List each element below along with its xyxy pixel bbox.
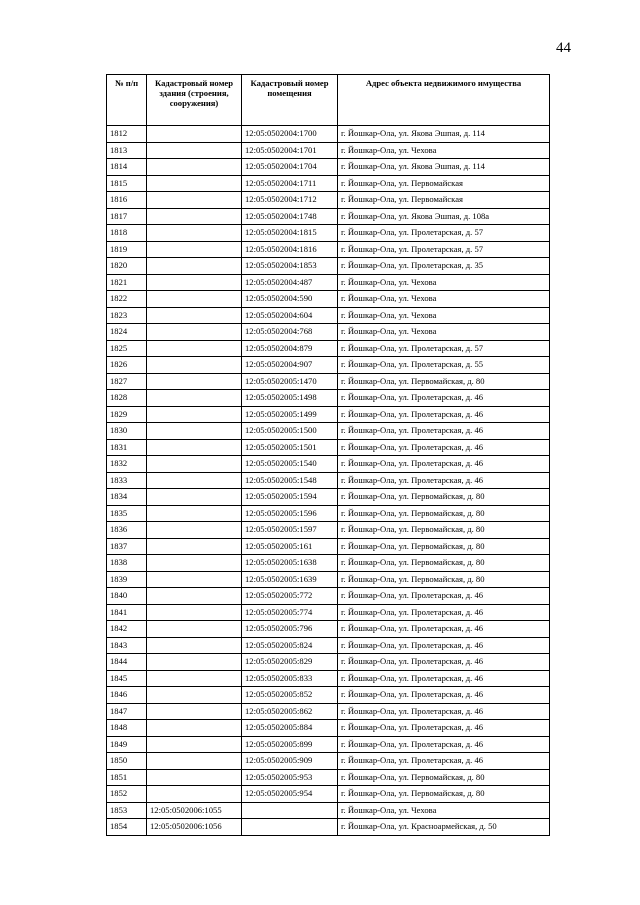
table-row [107,472,550,489]
room-cadastral-cell [242,802,338,819]
address-cell: г. Йошкар-Ола, ул. Первомайская [338,192,550,209]
building-cadastral-cell [147,538,242,555]
room-cadastral-cell: 12:05:0502004:768 [242,324,338,341]
room-cadastral-cell: 12:05:0502005:909 [242,753,338,770]
property-registry-table [106,74,550,836]
room-cadastral-cell: 12:05:0502005:796 [242,621,338,638]
building-cadastral-cell [147,571,242,588]
building-cadastral-cell [147,505,242,522]
building-cadastral-cell [147,654,242,671]
room-cadastral-cell: 12:05:0502005:1501 [242,439,338,456]
table-row [107,588,550,605]
table-row [107,192,550,209]
room-cadastral-cell: 12:05:0502005:772 [242,588,338,605]
building-cadastral-cell [147,720,242,737]
table-row [107,291,550,308]
address-cell: г. Йошкар-Ола, ул. Пролетарская, д. 57 [338,241,550,258]
building-cadastral-cell [147,159,242,176]
building-cadastral-cell [147,786,242,803]
row-number-cell: 1842 [107,621,147,638]
table-row [107,736,550,753]
building-cadastral-cell [147,324,242,341]
room-cadastral-cell: 12:05:0502004:1704 [242,159,338,176]
address-cell: г. Йошкар-Ола, ул. Пролетарская, д. 46 [338,637,550,654]
table-row [107,786,550,803]
room-cadastral-cell: 12:05:0502004:1711 [242,175,338,192]
address-cell: г. Йошкар-Ола, ул. Пролетарская, д. 46 [338,439,550,456]
row-number-cell: 1852 [107,786,147,803]
table-row [107,126,550,143]
room-cadastral-cell: 12:05:0502005:1548 [242,472,338,489]
row-number-cell: 1820 [107,258,147,275]
address-cell: г. Йошкар-Ола, ул. Первомайская, д. 80 [338,571,550,588]
room-cadastral-cell: 12:05:0502004:1700 [242,126,338,143]
table-body [107,126,550,836]
room-cadastral-cell: 12:05:0502004:590 [242,291,338,308]
table-row [107,654,550,671]
table-row [107,687,550,704]
room-cadastral-cell: 12:05:0502004:1816 [242,241,338,258]
building-cadastral-cell [147,456,242,473]
address-cell: г. Йошкар-Ола, ул. Пролетарская, д. 46 [338,423,550,440]
table-row [107,439,550,456]
room-cadastral-cell: 12:05:0502004:907 [242,357,338,374]
building-cadastral-cell [147,307,242,324]
header-room-cadastral-number: Кадастровый номер помещения [242,75,338,126]
building-cadastral-cell [147,423,242,440]
row-number-cell: 1843 [107,637,147,654]
room-cadastral-cell: 12:05:0502005:899 [242,736,338,753]
building-cadastral-cell [147,241,242,258]
address-cell: г. Йошкар-Ола, ул. Чехова [338,324,550,341]
address-cell: г. Йошкар-Ола, ул. Чехова [338,274,550,291]
building-cadastral-cell [147,753,242,770]
room-cadastral-cell: 12:05:0502005:774 [242,604,338,621]
address-cell: г. Йошкар-Ола, ул. Пролетарская, д. 46 [338,588,550,605]
building-cadastral-cell [147,736,242,753]
table-header-row [107,75,550,126]
row-number-cell: 1835 [107,505,147,522]
address-cell: г. Йошкар-Ола, ул. Чехова [338,802,550,819]
row-number-cell: 1813 [107,142,147,159]
table-row [107,159,550,176]
address-cell: г. Йошкар-Ола, ул. Первомайская, д. 80 [338,769,550,786]
building-cadastral-cell [147,637,242,654]
address-cell: г. Йошкар-Ола, ул. Якова Эшпая, д. 114 [338,159,550,176]
row-number-cell: 1817 [107,208,147,225]
row-number-cell: 1837 [107,538,147,555]
room-cadastral-cell: 12:05:0502005:1596 [242,505,338,522]
table-row [107,571,550,588]
room-cadastral-cell: 12:05:0502005:824 [242,637,338,654]
table-row [107,324,550,341]
row-number-cell: 1830 [107,423,147,440]
building-cadastral-cell [147,357,242,374]
address-cell: г. Йошкар-Ола, ул. Пролетарская, д. 46 [338,736,550,753]
row-number-cell: 1821 [107,274,147,291]
room-cadastral-cell: 12:05:0502004:487 [242,274,338,291]
address-cell: г. Йошкар-Ола, ул. Пролетарская, д. 55 [338,357,550,374]
address-cell: г. Йошкар-Ола, ул. Первомайская, д. 80 [338,786,550,803]
address-cell: г. Йошкар-Ола, ул. Пролетарская, д. 46 [338,406,550,423]
address-cell: г. Йошкар-Ола, ул. Пролетарская, д. 46 [338,390,550,407]
row-number-cell: 1841 [107,604,147,621]
room-cadastral-cell: 12:05:0502005:884 [242,720,338,737]
building-cadastral-cell [147,142,242,159]
building-cadastral-cell [147,472,242,489]
row-number-cell: 1839 [107,571,147,588]
table-row [107,175,550,192]
table-row [107,357,550,374]
row-number-cell: 1844 [107,654,147,671]
address-cell: г. Йошкар-Ола, ул. Первомайская, д. 80 [338,505,550,522]
row-number-cell: 1831 [107,439,147,456]
address-cell: г. Йошкар-Ола, ул. Пролетарская, д. 46 [338,687,550,704]
row-number-cell: 1828 [107,390,147,407]
building-cadastral-cell [147,489,242,506]
row-number-cell: 1819 [107,241,147,258]
address-cell: г. Йошкар-Ола, ул. Пролетарская, д. 46 [338,456,550,473]
building-cadastral-cell: 12:05:0502006:1056 [147,819,242,836]
building-cadastral-cell [147,588,242,605]
address-cell: г. Йошкар-Ола, ул. Якова Эшпая, д. 108а [338,208,550,225]
row-number-cell: 1845 [107,670,147,687]
room-cadastral-cell: 12:05:0502005:954 [242,786,338,803]
address-cell: г. Йошкар-Ола, ул. Чехова [338,291,550,308]
address-cell: г. Йошкар-Ола, ул. Пролетарская, д. 57 [338,225,550,242]
room-cadastral-cell: 12:05:0502004:1815 [242,225,338,242]
address-cell: г. Йошкар-Ола, ул. Пролетарская, д. 35 [338,258,550,275]
address-cell: г. Йошкар-Ола, ул. Пролетарская, д. 46 [338,604,550,621]
table-row [107,390,550,407]
table-row [107,753,550,770]
building-cadastral-cell [147,406,242,423]
room-cadastral-cell: 12:05:0502005:953 [242,769,338,786]
row-number-cell: 1814 [107,159,147,176]
building-cadastral-cell [147,604,242,621]
room-cadastral-cell: 12:05:0502005:1639 [242,571,338,588]
address-cell: г. Йошкар-Ола, ул. Красноармейская, д. 50 [338,819,550,836]
room-cadastral-cell: 12:05:0502004:1712 [242,192,338,209]
address-cell: г. Йошкар-Ола, ул. Якова Эшпая, д. 114 [338,126,550,143]
table-row [107,538,550,555]
row-number-cell: 1853 [107,802,147,819]
table-row [107,621,550,638]
building-cadastral-cell [147,555,242,572]
table-row [107,604,550,621]
table-row [107,406,550,423]
row-number-cell: 1825 [107,340,147,357]
building-cadastral-cell: 12:05:0502006:1055 [147,802,242,819]
building-cadastral-cell [147,670,242,687]
row-number-cell: 1815 [107,175,147,192]
row-number-cell: 1854 [107,819,147,836]
address-cell: г. Йошкар-Ола, ул. Пролетарская, д. 46 [338,472,550,489]
room-cadastral-cell: 12:05:0502005:1498 [242,390,338,407]
table-row [107,225,550,242]
room-cadastral-cell: 12:05:0502005:1597 [242,522,338,539]
address-cell: г. Йошкар-Ола, ул. Первомайская, д. 80 [338,489,550,506]
building-cadastral-cell [147,126,242,143]
address-cell: г. Йошкар-Ола, ул. Пролетарская, д. 57 [338,340,550,357]
address-cell: г. Йошкар-Ола, ул. Пролетарская, д. 46 [338,753,550,770]
table-row [107,208,550,225]
row-number-cell: 1833 [107,472,147,489]
room-cadastral-cell: 12:05:0502005:1470 [242,373,338,390]
table-row [107,373,550,390]
table-row [107,489,550,506]
page-number: 44 [556,40,571,56]
row-number-cell: 1822 [107,291,147,308]
table-row [107,522,550,539]
building-cadastral-cell [147,225,242,242]
address-cell: г. Йошкар-Ола, ул. Первомайская, д. 80 [338,522,550,539]
table-row [107,456,550,473]
room-cadastral-cell: 12:05:0502004:604 [242,307,338,324]
table-row [107,720,550,737]
table-row [107,258,550,275]
row-number-cell: 1826 [107,357,147,374]
building-cadastral-cell [147,621,242,638]
table-row [107,637,550,654]
room-cadastral-cell: 12:05:0502005:1594 [242,489,338,506]
row-number-cell: 1838 [107,555,147,572]
table-row [107,802,550,819]
table-row [107,769,550,786]
table-row [107,274,550,291]
row-number-cell: 1812 [107,126,147,143]
row-number-cell: 1824 [107,324,147,341]
room-cadastral-cell: 12:05:0502004:879 [242,340,338,357]
building-cadastral-cell [147,687,242,704]
address-cell: г. Йошкар-Ола, ул. Чехова [338,142,550,159]
address-cell: г. Йошкар-Ола, ул. Первомайская, д. 80 [338,538,550,555]
room-cadastral-cell: 12:05:0502004:1748 [242,208,338,225]
row-number-cell: 1847 [107,703,147,720]
building-cadastral-cell [147,274,242,291]
room-cadastral-cell: 12:05:0502004:1853 [242,258,338,275]
header-building-cadastral-number: Кадастровый номер здания (строения, сооружения) [147,75,242,126]
table-row [107,241,550,258]
building-cadastral-cell [147,390,242,407]
table-row [107,703,550,720]
address-cell: г. Йошкар-Ола, ул. Пролетарская, д. 46 [338,703,550,720]
building-cadastral-cell [147,703,242,720]
room-cadastral-cell: 12:05:0502005:161 [242,538,338,555]
row-number-cell: 1823 [107,307,147,324]
building-cadastral-cell [147,192,242,209]
building-cadastral-cell [147,258,242,275]
row-number-cell: 1832 [107,456,147,473]
row-number-cell: 1818 [107,225,147,242]
room-cadastral-cell: 12:05:0502005:1500 [242,423,338,440]
room-cadastral-cell: 12:05:0502005:1499 [242,406,338,423]
table-row [107,670,550,687]
row-number-cell: 1816 [107,192,147,209]
row-number-cell: 1851 [107,769,147,786]
row-number-cell: 1829 [107,406,147,423]
room-cadastral-cell: 12:05:0502005:833 [242,670,338,687]
address-cell: г. Йошкар-Ола, ул. Пролетарская, д. 46 [338,654,550,671]
building-cadastral-cell [147,769,242,786]
row-number-cell: 1850 [107,753,147,770]
address-cell: г. Йошкар-Ола, ул. Первомайская, д. 80 [338,373,550,390]
row-number-cell: 1827 [107,373,147,390]
room-cadastral-cell: 12:05:0502005:852 [242,687,338,704]
building-cadastral-cell [147,373,242,390]
building-cadastral-cell [147,208,242,225]
row-number-cell: 1848 [107,720,147,737]
address-cell: г. Йошкар-Ола, ул. Пролетарская, д. 46 [338,670,550,687]
room-cadastral-cell: 12:05:0502004:1701 [242,142,338,159]
building-cadastral-cell [147,340,242,357]
room-cadastral-cell: 12:05:0502005:862 [242,703,338,720]
address-cell: г. Йошкар-Ола, ул. Первомайская [338,175,550,192]
table-row [107,819,550,836]
address-cell: г. Йошкар-Ола, ул. Пролетарская, д. 46 [338,621,550,638]
building-cadastral-cell [147,291,242,308]
row-number-cell: 1846 [107,687,147,704]
table-row [107,307,550,324]
room-cadastral-cell: 12:05:0502005:1540 [242,456,338,473]
row-number-cell: 1840 [107,588,147,605]
table-row [107,340,550,357]
table-row [107,555,550,572]
row-number-cell: 1836 [107,522,147,539]
row-number-cell: 1849 [107,736,147,753]
address-cell: г. Йошкар-Ола, ул. Чехова [338,307,550,324]
address-cell: г. Йошкар-Ола, ул. Первомайская, д. 80 [338,555,550,572]
building-cadastral-cell [147,522,242,539]
table-row [107,505,550,522]
table-row [107,142,550,159]
room-cadastral-cell [242,819,338,836]
building-cadastral-cell [147,439,242,456]
address-cell: г. Йошкар-Ола, ул. Пролетарская, д. 46 [338,720,550,737]
header-property-address: Адрес объекта недвижимого имущества [338,75,550,126]
row-number-cell: 1834 [107,489,147,506]
building-cadastral-cell [147,175,242,192]
table-row [107,423,550,440]
room-cadastral-cell: 12:05:0502005:1638 [242,555,338,572]
header-row-number: № п/п [107,75,147,126]
room-cadastral-cell: 12:05:0502005:829 [242,654,338,671]
